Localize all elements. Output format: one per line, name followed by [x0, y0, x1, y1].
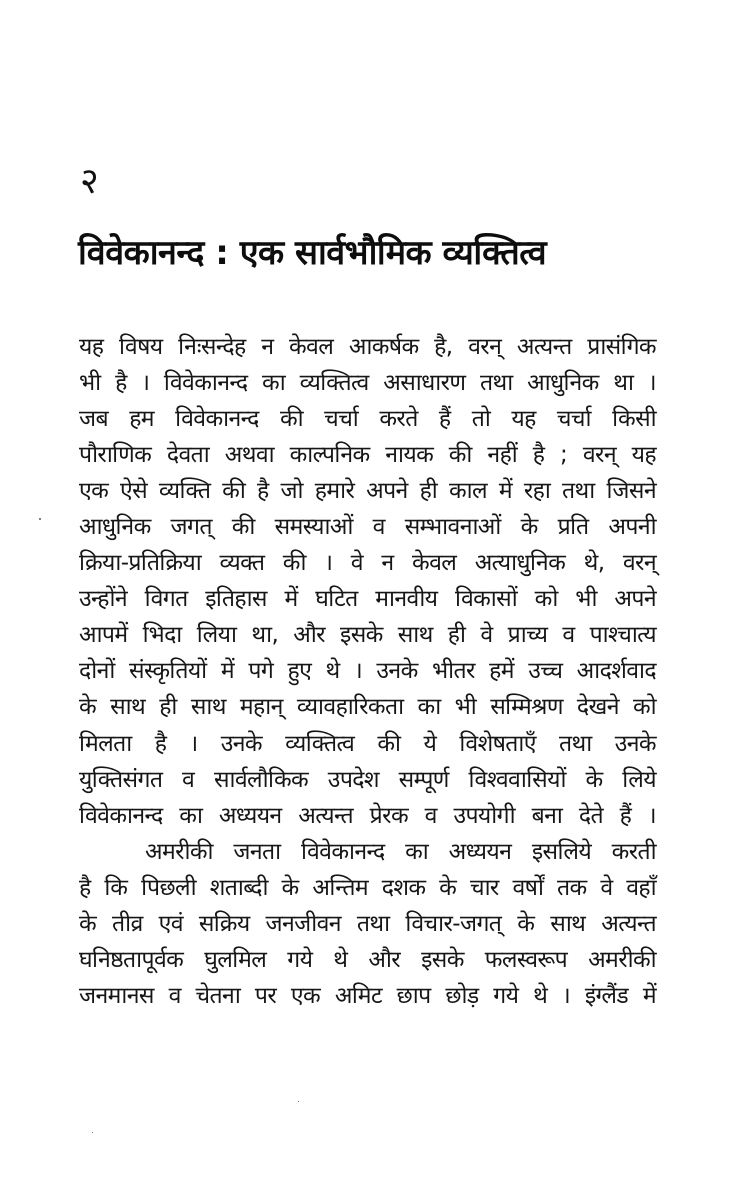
scan-speck [39, 518, 41, 520]
text-line: आपमें भिदा लिया था, और इसके साथ ही वे प्राच्य व पाश्चात्य [79, 622, 656, 649]
paragraph-1 [79, 329, 656, 834]
chapter-number: २ [80, 161, 99, 202]
text-line: घनिष्ठतापूर्वक घुलमिल गये थे और इसके फलस्वरूप अमरीकी [79, 946, 656, 973]
scan-speck [92, 1132, 93, 1133]
text-line: यह विषय निःसन्देह न केवल आकर्षक है, वरन् अत्यन्त प्रासंगिक [79, 334, 656, 360]
text-line: क्रिया-प्रतिक्रिया व्यक्त की । वे न केवल अत्याधुनिक थे, वरन् [79, 550, 656, 577]
text-line: भी है । विवेकानन्द का व्यक्तित्व असाधारण तथा आधुनिक था । [79, 370, 656, 397]
text-line: जनमानस व चेतना पर एक अमिट छाप छोड़ गये थे । इंग्लैंड में [79, 982, 656, 1009]
text-line: अमरीकी जनता विवेकानन्द का अध्ययन इसलिये करती [145, 838, 656, 865]
chapter-title: विवेकानन्द : एक सार्वभौमिक व्यक्तित्व [78, 233, 547, 273]
text-line: उन्होंने विगत इतिहास में घटित मानवीय विकासों को भी अपने [79, 586, 656, 613]
text-line: मिलता है । उनके व्यक्तित्व की ये विशेषताएँ तथा उनके [79, 730, 656, 757]
text-line: जब हम विवेकानन्द की चर्चा करते हैं तो यह चर्चा किसी [79, 406, 656, 433]
text-line: के साथ ही साथ महान् व्यावहारिकता का भी सम्मिश्रण देखने को [79, 694, 656, 721]
text-line: है कि पिछली शताब्दी के अन्तिम दशक के चार वर्षों तक वे वहाँ [79, 874, 656, 901]
text-line: युक्तिसंगत व सार्वलौकिक उपदेश सम्पूर्ण विश्ववासियों के लिये [79, 766, 656, 793]
text-line: के तीव्र एवं सक्रिय जनजीवन तथा विचार-जगत् के साथ अत्यन्त [79, 910, 656, 937]
text-line: विवेकानन्द का अध्ययन अत्यन्त प्रेरक व उपयोगी बना देते हैं । [79, 802, 656, 829]
text-line: पौराणिक देवता अथवा काल्पनिक नायक की नहीं है ; वरन् यह [79, 442, 656, 469]
paragraph-2 [79, 834, 656, 1014]
body-text [79, 329, 656, 1014]
scan-speck [298, 1101, 299, 1102]
text-line: एक ऐसे व्यक्ति की है जो हमारे अपने ही काल में रहा तथा जिसने [79, 478, 656, 505]
text-line: दोनों संस्कृतियों में पगे हुए थे । उनके भीतर हमें उच्च आदर्शवाद [79, 658, 656, 685]
text-line: आधुनिक जगत् की समस्याओं व सम्भावनाओं के प्रति अपनी [79, 514, 656, 541]
